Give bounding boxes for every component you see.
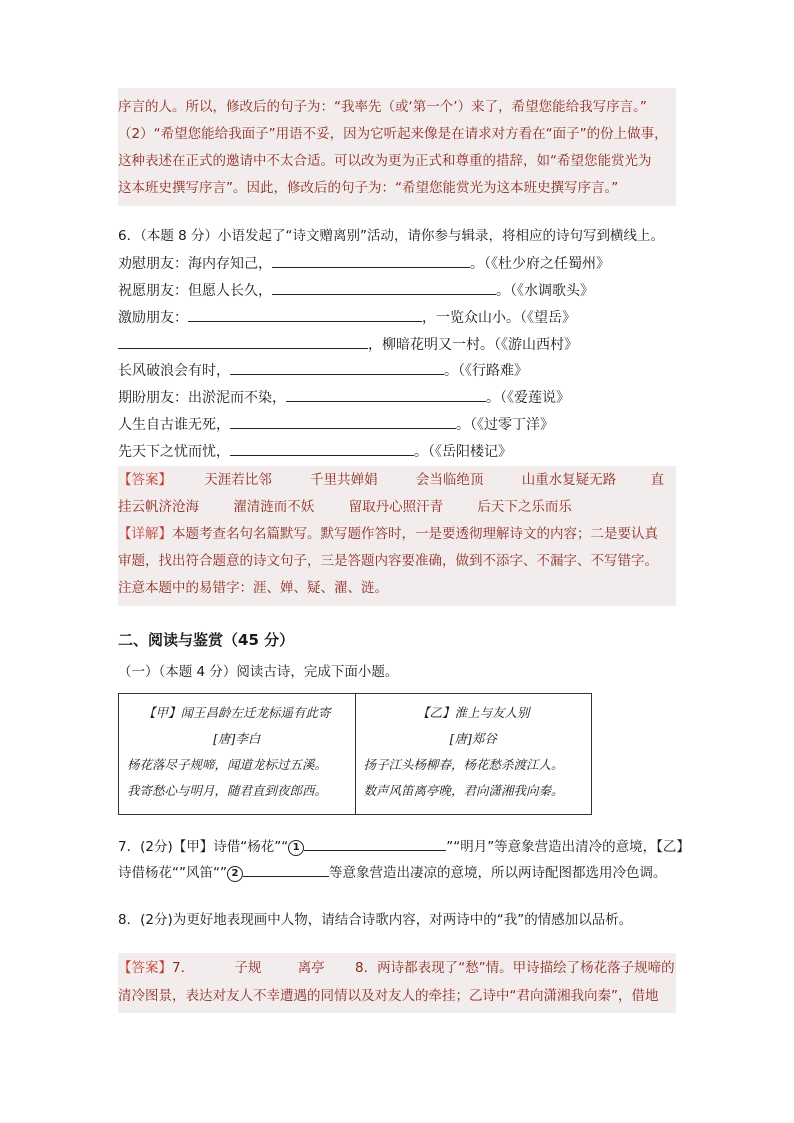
poems-table — [118, 693, 592, 815]
poem-author: [唐]郑谷 — [449, 731, 497, 746]
answer-blank[interactable] — [230, 360, 444, 375]
detail-text: 本题考查名句名篇默写。默写题作答时，一是要透彻理解诗文的内容；二是要认真 — [172, 526, 658, 542]
answer-line: 这本班史撰写序言”。因此，修改后的句子为：“希望您能赏光为这本班史撰写序言。” — [118, 180, 619, 196]
row-source: 。（《爱莲说》 — [486, 390, 570, 406]
q7-text: 7．(2分)【甲】诗借“杨花”“ — [118, 839, 289, 855]
answer-item: 濯清涟而不妖 — [233, 499, 315, 515]
poem-line: 数声风笛离亭晚，君向潇湘我向秦。 — [363, 783, 564, 798]
q6-row — [118, 387, 570, 408]
row-prefix: 长风破浪会有时， — [118, 363, 230, 379]
poem-line: 我寄愁心与明月，随君直到夜郎西。 — [127, 783, 328, 798]
poem-yi — [355, 694, 592, 815]
answer-item: 子规 — [234, 960, 262, 976]
answer-item: 挂云帆济沧海 — [118, 499, 199, 515]
section-title: 二、阅读与鉴赏（45 分） — [118, 631, 295, 649]
answer-blank[interactable] — [188, 307, 422, 322]
question-7-line-1 — [118, 836, 690, 857]
q6-row — [118, 280, 594, 301]
detail-tag: 【详解】 — [118, 526, 172, 542]
q6-row — [118, 253, 610, 274]
answer-blank[interactable] — [304, 836, 446, 851]
row-source: ，一览众山小。（《望岳》 — [422, 310, 576, 326]
answer-line: （2）“希望您能给我面子”用语不妥，因为它听起来像是在请求对方看在“面子”的份上做事， — [118, 126, 668, 142]
answer-blank[interactable] — [286, 387, 486, 402]
row-source: 。（《杜少府之任蜀州》 — [470, 256, 610, 272]
row-prefix: 祝愿朋友：但愿人长久， — [118, 283, 272, 299]
q6-detail-line-2: 审题，找出符合题意的诗文句子，三是答题内容要准确，做到不添字、不漏字、不写错字。 — [118, 553, 658, 569]
row-source: 。（《行路难》 — [444, 363, 528, 379]
answer-item: 离亭 — [297, 960, 325, 976]
answer-num: 7． — [172, 960, 195, 976]
answer-blank[interactable] — [272, 280, 496, 295]
answer-item: 直 — [650, 472, 664, 488]
answer-item: 留取丹心照汗青 — [348, 499, 444, 515]
row-prefix: 期盼朋友：出淤泥而不染， — [118, 390, 286, 406]
answer-tag: 【答案】 — [118, 472, 172, 488]
q6-row — [118, 307, 576, 328]
answer-blank[interactable] — [243, 862, 329, 877]
row-source: ，柳暗花明又一村。（《游山西村》 — [368, 337, 578, 353]
answer-blank[interactable] — [230, 414, 456, 429]
poem-jia — [119, 694, 356, 815]
row-prefix: 劝慰朋友：海内存知己， — [118, 256, 272, 272]
poem-author: [唐]李白 — [213, 731, 261, 746]
row-prefix: 人生自古谁无死， — [118, 417, 230, 433]
poem-title: 【甲】闻王昌龄左迁龙标遥有此寄 — [142, 705, 331, 720]
q7-text: 等意象营造出凄凉的意境，所以两诗配图都选用冷色调。 — [328, 865, 667, 881]
q6-detail-line-3: 注意本题中的易错字：涯、婵、疑、濯、涟。 — [118, 580, 388, 596]
q6-answer-line-1 — [118, 470, 664, 490]
answer-text: 两诗都表现了“愁”情。甲诗描绘了杨花落子规啼的 — [377, 960, 675, 976]
question-6-stem: 6．（本题 8 分）小语发起了“诗文赠离别”活动，请你参与辑录，将相应的诗句写到横线上。 — [118, 228, 664, 244]
q6-answer-line-2 — [118, 497, 572, 517]
subsection-title: （一）（本题 4 分）阅读古诗，完成下面小题。 — [118, 664, 399, 680]
answer-blank[interactable] — [230, 441, 414, 456]
answer-line: 序言的人。所以，修改后的句子为：“我率先（或‘第一个’）来了，希望您能给我写序言。” — [118, 99, 647, 115]
q6-row — [118, 441, 512, 462]
poem-line: 扬子江头杨柳春，杨花愁杀渡江人。 — [363, 757, 564, 772]
answer-num: 8． — [354, 960, 378, 976]
q6-row — [118, 414, 554, 435]
answer-blank[interactable] — [272, 253, 470, 268]
answer-item: 千里共婵娟 — [310, 472, 378, 488]
poem-line: 杨花落尽子规啼，闻道龙标过五溪。 — [127, 757, 328, 772]
blank-number-2: 2 — [227, 866, 243, 882]
row-prefix: 先天下之忧而忧， — [118, 444, 230, 460]
q7-text: ”“明月”等意象营造出清冷的意境，【乙】 — [446, 839, 690, 855]
q7-text: 诗借杨花“”风笛“” — [118, 865, 227, 881]
row-source: 。（《岳阳楼记》 — [414, 444, 512, 460]
answer-line: 这种表述在正式的邀请中不太合适。可以改为更为正式和尊重的措辞，如“希望您能赏光为 — [118, 153, 652, 169]
answer-item: 天涯若比邻 — [204, 472, 272, 488]
question-8: 8．(2分)为更好地表现画中人物，请结合诗歌内容，对两诗中的“我”的情感加以品析。 — [118, 912, 633, 928]
answer-tag: 【答案】 — [118, 960, 172, 976]
answer-item: 山重水复疑无路 — [521, 472, 617, 488]
answer-item: 会当临绝顶 — [415, 472, 484, 488]
question-7-line-2 — [118, 862, 666, 883]
q6-detail-line-1 — [118, 524, 658, 544]
q6-row — [118, 360, 528, 381]
final-answer-line-1 — [118, 958, 675, 978]
blank-number-1: 1 — [288, 840, 304, 856]
answer-blank[interactable] — [118, 334, 368, 349]
row-source: 。（《过零丁洋》 — [456, 417, 554, 433]
poem-title: 【乙】淮上与友人别 — [416, 705, 530, 720]
q6-row — [118, 334, 578, 355]
row-source: 。（《水调歌头》 — [496, 283, 594, 299]
row-prefix: 激励朋友： — [118, 310, 188, 326]
answer-item: 后天下之乐而乐 — [477, 499, 572, 515]
final-answer-line-2: 清冷图景，表达对友人不幸遭遇的同情以及对友人的牵挂；乙诗中“君向潇湘我向秦”，借地 — [118, 988, 659, 1004]
